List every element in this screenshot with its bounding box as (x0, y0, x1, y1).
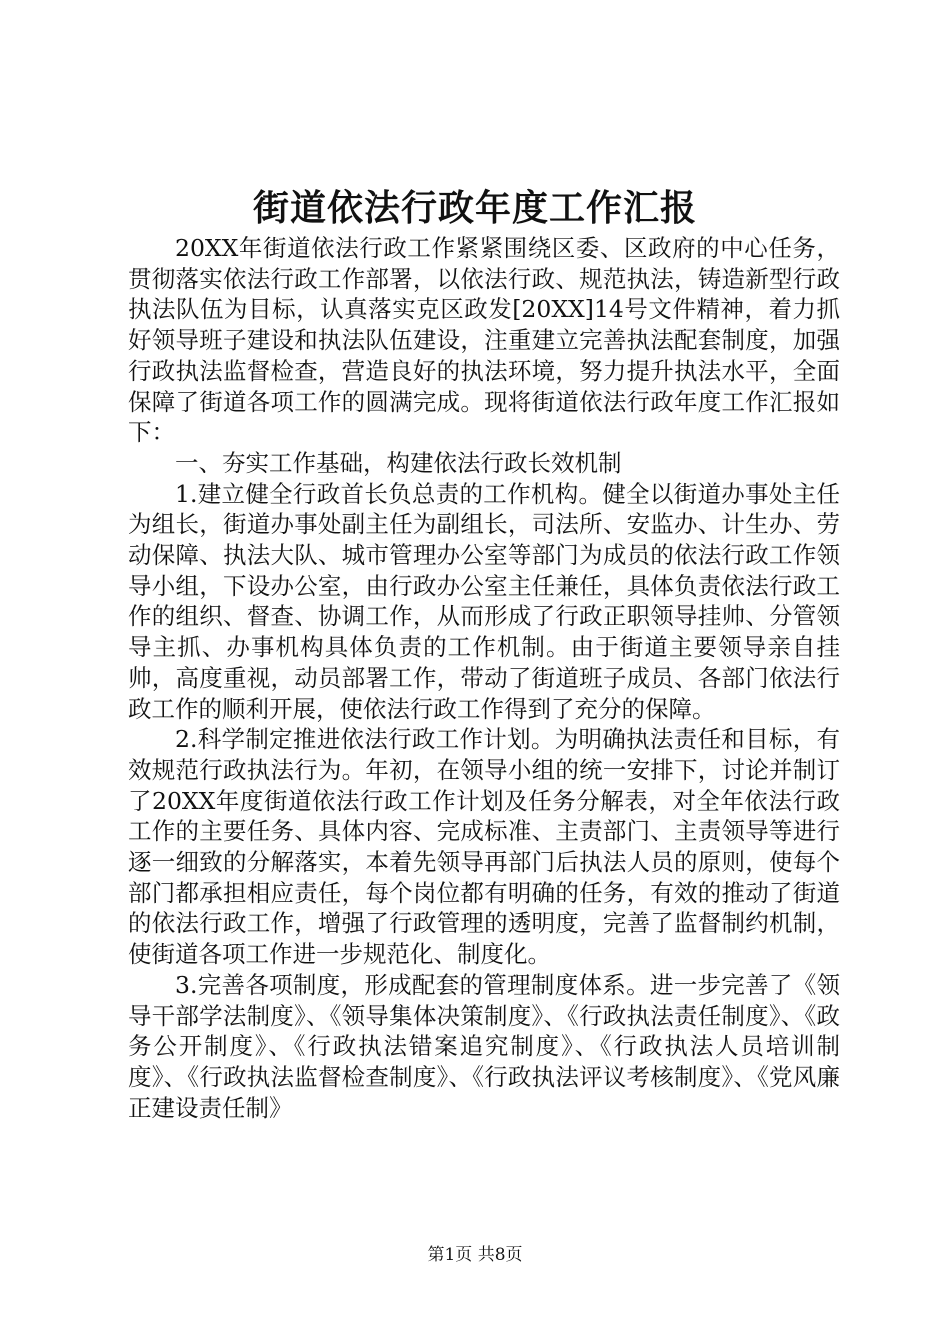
section-heading-1: 一、夯实工作基础，构建依法行政长效机制 (175, 448, 622, 477)
paragraph-intro: 20XX年街道依法行政工作紧紧围绕区委、区政府的中心任务，贯彻落实依法行政工作部署，以依法行政、规范执法，铸造新型行政执法队伍为目标，认真落实克区政发[20XX]14号文件精神，着力抓好领导班子建设和执法队伍建设，注重建立完善执法配套制度，加强行政执法监督检查，营造良好的执法环境，努力提升执法水平，全面保障了街道各项工作的圆满完成。现将街道依法行政年度工作汇报如下： (128, 234, 840, 447)
paragraph-item-1: 1.建立健全行政首长负总责的工作机构。健全以街道办事处主任为组长，街道办事处副主任为副组长，司法所、安监办、计生办、劳动保障、执法大队、城市管理办公室等部门为成员的依法行政工作领导小组，下设办公室，由行政办公室主任兼任，具体负责依法行政工作的组织、督查、协调工作，从而形成了行政正职领导挂帅、分管领导主抓、办事机构具体负责的工作机制。由于街道主要领导亲自挂帅，高度重视，动员部署工作，带动了街道班子成员、各部门依法行政工作的顺利开展，使依法行政工作得到了充分的保障。 (128, 479, 840, 723)
paragraph-item-3: 3.完善各项制度，形成配套的管理制度体系。进一步完善了《领导干部学法制度》、《领导集体决策制度》、《行政执法责任制度》、《政务公开制度》、《行政执法错案追究制度》、《行政执法人员培训制度》、《行政执法监督检查制度》、《行政执法评议考核制度》、《党风廉正建设责任制》 (128, 970, 840, 1122)
paragraph-item-2: 2.科学制定推进依法行政工作计划。为明确执法责任和目标，有效规范行政执法行为。年初，在领导小组的统一安排下，讨论并制订了20XX年度街道依法行政工作计划及任务分解表，对全年依法行政工作的主要任务、具体内容、完成标准、主责部门、主责领导等进行逐一细致的分解落实，本着先领导再部门后执法人员的原则，使每个部门都承担相应责任，每个岗位都有明确的任务，有效的推动了街道的依法行政工作，增强了行政管理的透明度，完善了监督制约机制，使街道各项工作进一步规范化、制度化。 (128, 725, 840, 969)
page-footer: 第1页 共8页 (427, 1245, 523, 1265)
page-title: 街道依法行政年度工作汇报 (252, 187, 697, 229)
document-body (128, 233, 840, 1123)
